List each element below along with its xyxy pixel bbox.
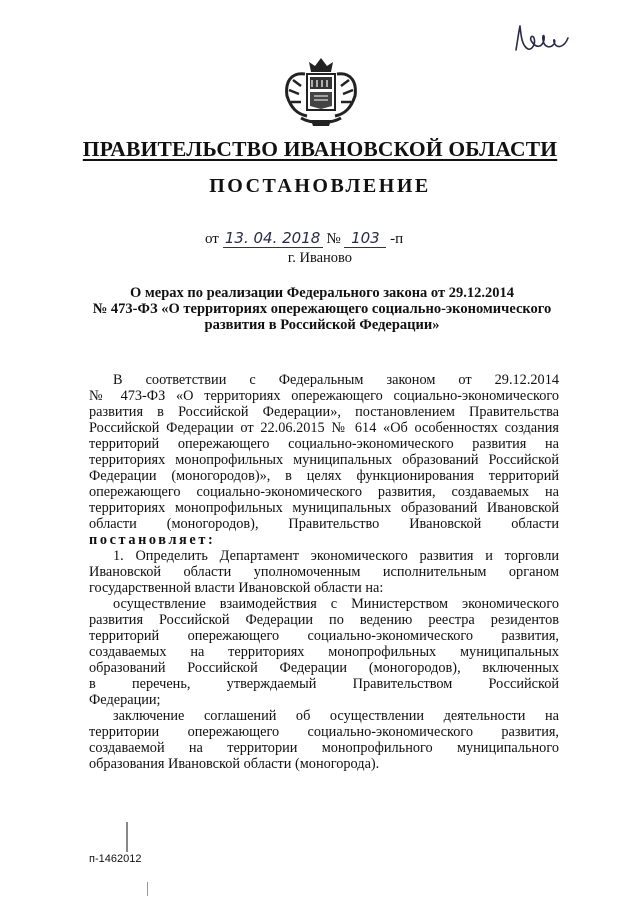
scan-mark: [147, 882, 148, 896]
subject-line: развития в Российской Федерации»: [204, 317, 440, 333]
body-line: № 473-ФЗ «О территориях опережающего социально-экономического: [89, 388, 559, 404]
body-line: создаваемых на территориях монопрофильных муниципальных: [89, 644, 559, 660]
footer-document-number: п-1462012: [89, 853, 142, 865]
government-title: ПРАВИТЕЛЬСТВО ИВАНОВСКОЙ ОБЛАСТИ: [82, 137, 558, 161]
body-line: территорий опережающего социально-экономического развития,: [89, 628, 559, 644]
document-number: 103: [344, 229, 386, 248]
body-line: создаваемой на территории монопрофильного муниципального: [89, 740, 559, 756]
body-line: заключение соглашений об осуществлении деятельности на: [113, 708, 559, 724]
body-line: развития Российской Федерации по ведению реестра резидентов: [89, 612, 559, 628]
body-line: области (моногородов), Правительство Ивановской области: [89, 516, 559, 532]
body-line: территорий опережающего социально-экономического развития на: [89, 436, 559, 452]
coat-of-arms-emblem: [281, 56, 361, 130]
body-line: Федерации;: [89, 692, 161, 708]
city-name: г. Иваново: [287, 250, 353, 266]
number-suffix: -п: [390, 231, 404, 247]
subject-line: О мерах по реализации Федерального закона от 29.12.2014: [130, 285, 514, 301]
body-line: территориях монопрофильных муниципальных образований Ивановской: [89, 500, 559, 516]
document-subject: [84, 285, 560, 333]
body-line: государственной власти Ивановской области на:: [89, 580, 384, 596]
handwritten-annotation: [510, 22, 580, 54]
document-body: [89, 372, 559, 772]
date-prefix: от: [205, 231, 219, 247]
body-line: развития в Российской Федерации», постановлением Правительства: [89, 404, 559, 420]
body-line: Российской Федерации от 22.06.2015 № 614 «Об особенностях создания: [89, 420, 559, 436]
body-line: территориях монопрофильных муниципальных образований Российской: [89, 452, 559, 468]
body-line: в перечень, утверждаемый Правительством Российской: [89, 676, 559, 692]
body-line: 1. Определить Департамент экономического развития и торговли: [113, 548, 559, 564]
scan-mark: [126, 822, 128, 852]
subject-line: № 473-ФЗ «О территориях опережающего социально-экономического: [92, 301, 552, 317]
body-line: В соответствии с Федеральным законом от 29.12.2014: [113, 372, 559, 388]
body-line: территории опережающего социально-экономического развития,: [89, 724, 559, 740]
document-date: 13. 04. 2018: [223, 229, 323, 248]
number-label: №: [326, 231, 341, 247]
document-type-title: ПОСТАНОВЛЕНИЕ: [209, 175, 431, 197]
body-line: осуществление взаимодействия с Министерством экономического: [113, 596, 559, 612]
body-line: образования Ивановской области (моногорода).: [89, 756, 380, 772]
body-line: Ивановской области уполномоченным исполнительным органом: [89, 564, 559, 580]
body-line: Федерации (моногородов)», в целях функционирования территорий: [89, 468, 559, 484]
resolves-word: постановляет:: [89, 532, 216, 548]
body-line: опережающего социально-экономического развития, создаваемых на: [89, 484, 559, 500]
body-line: образований Российской Федерации (моногородов), включенных: [89, 660, 559, 676]
